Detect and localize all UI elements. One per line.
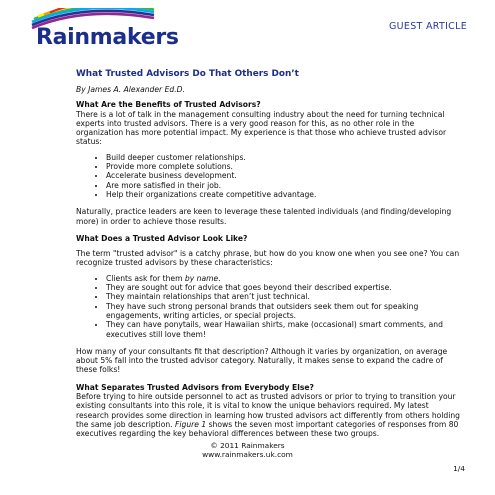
list-item: • They have such strong personal brands that outsiders seek them out for speaking engagements, writing articles, or special projects. <box>106 302 462 321</box>
website-link[interactable]: www.rainmakers.uk.com <box>202 450 293 459</box>
paragraph-text: Before trying to hire outside personnel to act as trusted advisors or prior to trying to transition your existing consultants into this role, it is vital to know the unique behaviors required. My latest research provides some direction in learning how trusted advisors act differently from others holding the same job description. <box>76 392 460 429</box>
paragraph: Naturally, practice leaders are keen to leverage these talented individuals (and finding/developing more) in order to achieve those results. <box>76 207 452 226</box>
list-item: • Help their organizations create competitive advantage. <box>106 190 462 199</box>
list-item: • Accelerate business development. <box>106 171 462 180</box>
list-item: • Build deeper customer relationships. <box>106 153 462 162</box>
byline: By James A. Alexander Ed.D. <box>76 85 185 94</box>
logo-text: Rainmakers <box>36 25 179 50</box>
benefits-list <box>76 153 462 199</box>
page-number: 1/4 <box>453 464 465 473</box>
figure-reference: Figure 1 <box>175 419 207 429</box>
emphasis: by name <box>184 273 219 283</box>
footer <box>0 441 495 459</box>
paragraph: There is a lot of talk in the management consulting industry about the need for turning technical experts into trusted advisors. There is a very good reason for this, as no other role in the organization has more potential impact. My experience is that those who achieve trusted advisor status: <box>76 109 447 147</box>
guest-article-label: GUEST ARTICLE <box>388 21 467 32</box>
list-item: • Are more satisfied in their job. <box>106 181 462 190</box>
article-title: What Trusted Advisors Do That Others Don’t <box>76 69 299 79</box>
list-item: • They maintain relationships that aren’t just technical. <box>106 292 462 301</box>
section-heading-benefits: What Are the Benefits of Trusted Advisors? <box>76 100 261 110</box>
paragraph: The term "trusted advisor" is a catchy phrase, but how do you know one when you see one? You can recognize trusted advisors by these characteristics: <box>76 249 460 268</box>
list-item: • Provide more complete solutions. <box>106 162 462 171</box>
characteristics-list <box>76 274 462 339</box>
list-item-text: . <box>218 273 221 283</box>
list-item-text: Clients ask for them <box>106 273 185 283</box>
article-body <box>76 69 462 447</box>
list-item: • They can have ponytails, wear Hawaiian shirts, make (occasional) smart comments, and executives still love them! <box>106 320 462 339</box>
rainmakers-logo <box>14 8 179 56</box>
list-item <box>106 274 462 283</box>
section-heading-look-like: What Does a Trusted Advisor Look Like? <box>76 233 248 243</box>
paragraph <box>76 392 462 438</box>
copyright: © 2011 Rainmakers <box>210 441 285 450</box>
list-item: • They are sought out for advice that goes beyond their described expertise. <box>106 283 462 292</box>
paragraph: How many of your consultants fit that description? Although it varies by organization, on average about 5% fall into the trusted advisor category. Naturally, it makes sense to expand the cadre of these folks! <box>76 346 448 375</box>
section-heading-separates: What Separates Trusted Advisors from Everybody Else? <box>76 382 314 392</box>
paragraph-text: shows the seven most important categories of responses from 80 executives regarding the key behavioral differences between these two groups. <box>76 419 459 439</box>
